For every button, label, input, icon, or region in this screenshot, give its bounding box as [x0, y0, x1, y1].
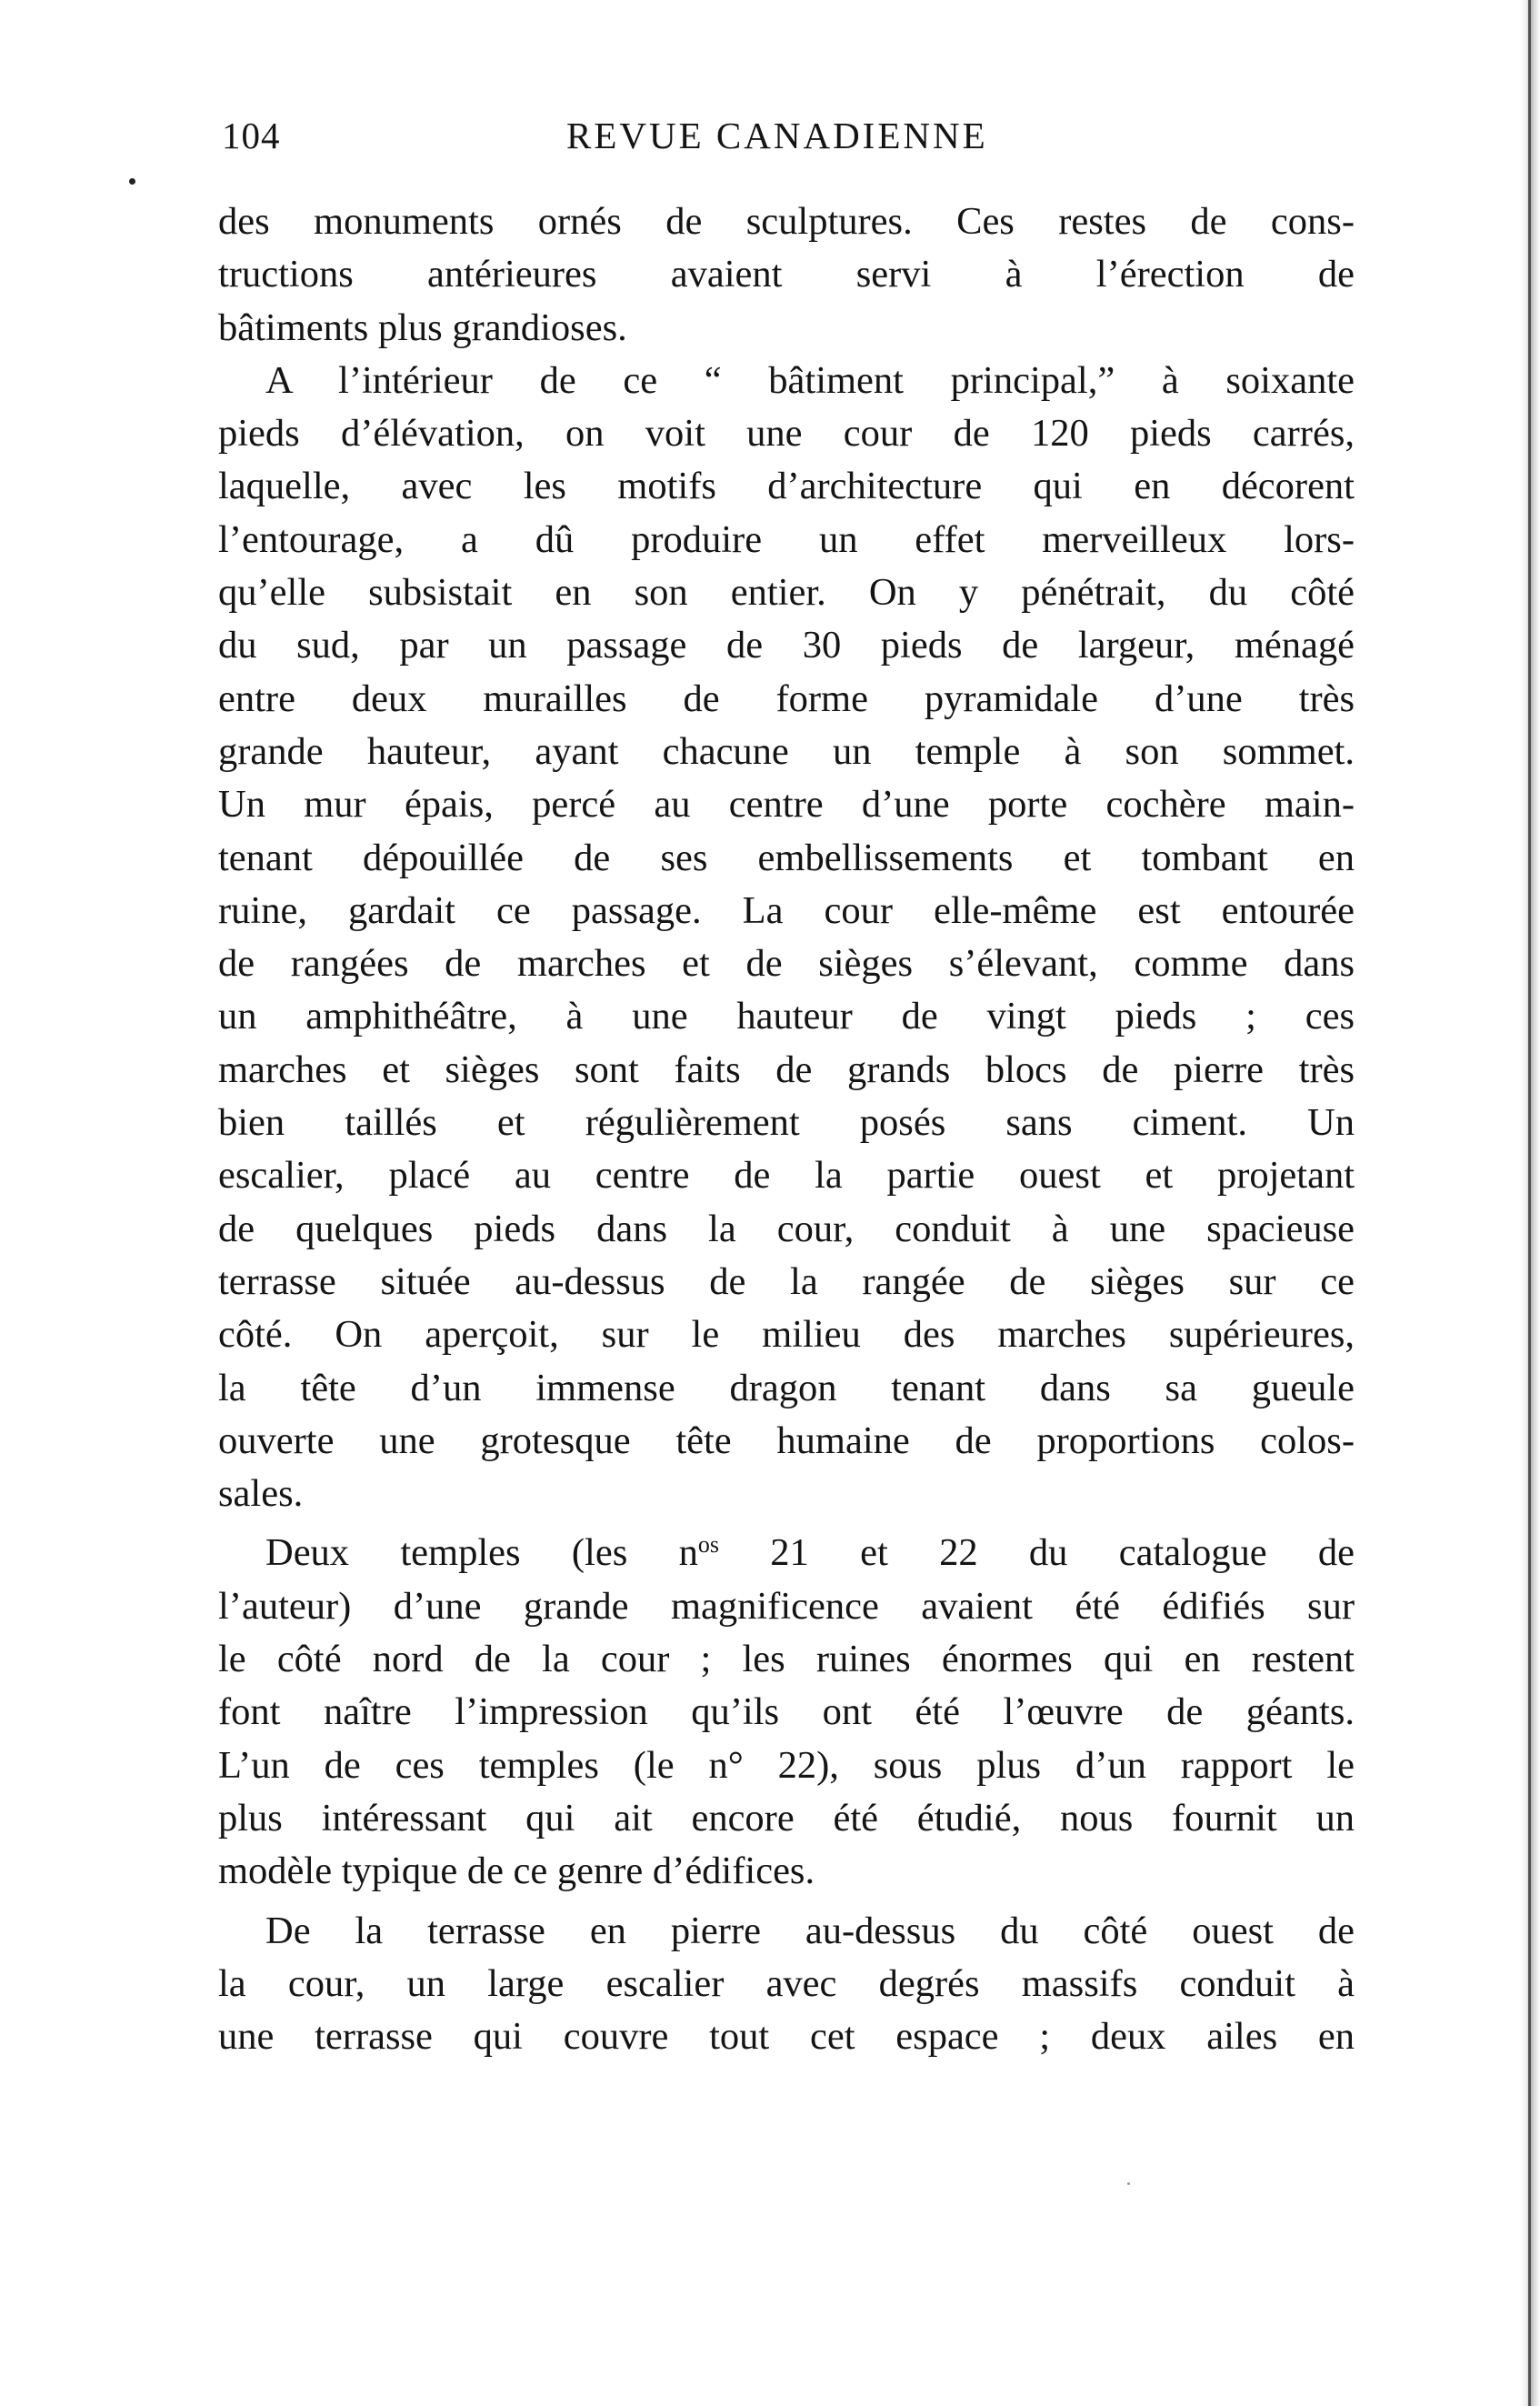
text-line: bâtiments plus grandioses.: [218, 306, 627, 349]
text-line: font naître l’impression qu’ils ont été l’œuvre de géants.: [218, 1690, 1355, 1734]
text-line: A l’intérieur de ce “ bâtiment principal,” à soixante: [265, 358, 1355, 402]
body-text: [218, 195, 1355, 2063]
running-title: REVUE CANADIENNE: [566, 115, 988, 156]
text-line: du sud, par un passage de 30 pieds de largeur, ménagé: [218, 624, 1355, 667]
text-line: l’auteur) d’une grande magnificence avaient été édifiés sur: [218, 1584, 1355, 1628]
superscript: os: [697, 1531, 719, 1559]
text-line: de quelques pieds dans la cour, conduit à une spacieuse: [218, 1207, 1355, 1250]
text-line: ruine, gardait ce passage. La cour elle-même est entourée: [218, 888, 1355, 932]
text-line: de rangées de marches et de sièges s’élevant, comme dans: [218, 942, 1355, 986]
page-number: 104: [222, 115, 281, 156]
text-line: l’entourage, a dû produire un effet merveilleux lors-: [218, 517, 1355, 561]
text-line: De la terrasse en pierre au-dessus du côté ouest de: [265, 1909, 1355, 1952]
text-line: qu’elle subsistait en son entier. On y pénétrait, du côté: [218, 571, 1355, 615]
text-line: sales.: [218, 1472, 304, 1516]
paragraph-4: [218, 1905, 1355, 2064]
text-line: une terrasse qui couvre tout cet espace ; deux ailes en: [218, 2015, 1355, 2059]
text-line: ouverte une grotesque tête humaine de proportions colos-: [218, 1419, 1355, 1462]
text-line: côté. On aperçoit, sur le milieu des marches supérieures,: [218, 1313, 1355, 1357]
text-line: plus intéressant qui ait encore été étudié, nous fournit un: [218, 1796, 1355, 1840]
text-line: laquelle, avec les motifs d’architecture qui en décorent: [218, 465, 1355, 508]
text-line: la cour, un large escalier avec degrés massifs conduit à: [218, 1961, 1355, 2005]
text-line: pieds d’élévation, on voit une cour de 120 pieds carrés,: [218, 412, 1355, 456]
paragraph-1: [218, 195, 1355, 355]
text-line: le côté nord de la cour ; les ruines énormes qui en restent: [218, 1638, 1355, 1681]
page-edge-line: [1528, 0, 1531, 2406]
text-line: un amphithéâtre, à une hauteur de vingt pieds ; ces: [218, 995, 1355, 1038]
text-line: grande hauteur, ayant chacune un temple à son sommet.: [218, 729, 1355, 773]
text-fragment: 21 et 22 du catalogue de: [718, 1531, 1355, 1575]
stray-ink-dot: [129, 178, 135, 185]
text-line: L’un de ces temples (le n° 22), sous plus d’un rapport le: [218, 1743, 1355, 1787]
text-line: la tête d’un immense dragon tenant dans sa gueule: [218, 1366, 1355, 1409]
page-header: [218, 114, 1355, 168]
paragraph-2: [218, 355, 1355, 1521]
text-line: terrasse située au-dessus de la rangée de sièges sur ce: [218, 1259, 1355, 1303]
text-line: bien taillés et régulièrement posés sans ciment. Un: [218, 1101, 1355, 1145]
text-line: Un mur épais, percé au centre d’une porte cochère main-: [218, 783, 1355, 827]
text-line: tructions antérieures avaient servi à l’érection de: [218, 253, 1355, 296]
text-line: entre deux murailles de forme pyramidale d’une très: [218, 677, 1355, 720]
paragraph-3: [218, 1527, 1355, 1898]
text-line: tenant dépouillée de ses embellissements et tombant en: [218, 836, 1355, 879]
text-line: marches et sièges sont faits de grands blocs de pierre très: [218, 1048, 1355, 1091]
stray-ink-mark: [1127, 2182, 1130, 2185]
text-line: [218, 1527, 1355, 1579]
text-fragment: Deux temples (les n: [265, 1531, 698, 1575]
text-line: des monuments ornés de sculptures. Ces restes de cons-: [218, 200, 1355, 243]
text-line: escalier, placé au centre de la partie ouest et projetant: [218, 1154, 1355, 1198]
text-line: modèle typique de ce genre d’édifices.: [218, 1850, 815, 1893]
